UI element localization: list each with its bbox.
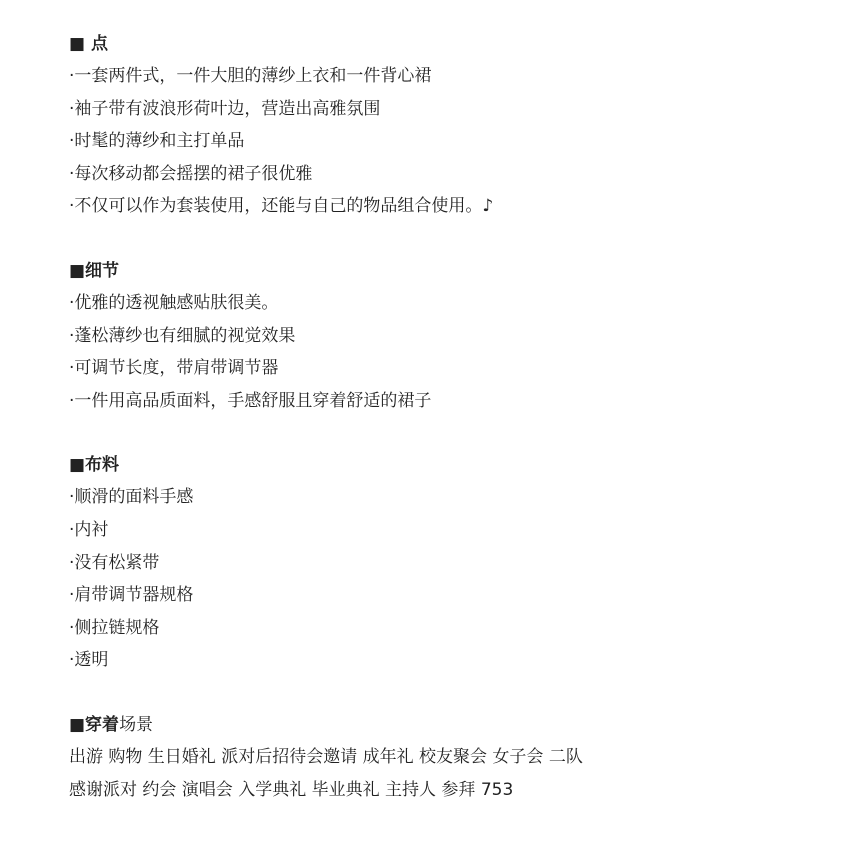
list-item: ·侧拉链规格 — [69, 617, 160, 638]
occasion-line: 出游 购物 生日婚礼 派对后招待会邀请 成年礼 校友聚会 女子会 二队 — [69, 746, 583, 767]
list-item: ·不仅可以作为套装使用，还能与自己的物品组合使用。♪ — [69, 196, 494, 217]
section-heading — [69, 255, 829, 287]
list-item: ·一件用高品质面料，手感舒服且穿着舒适的裙子 — [69, 390, 432, 411]
list-item: ·顺滑的面料手感 — [69, 487, 194, 508]
section-spacer — [69, 417, 829, 449]
section-heading — [69, 709, 829, 741]
section-spacer — [69, 223, 829, 255]
list-item: ·袖子带有波浪形荷叶边，营造出高雅氛围 — [69, 98, 381, 119]
list-item: ·一套两件式，一件大胆的薄纱上衣和一件背心裙 — [69, 66, 432, 86]
list-item: ·内衬 — [69, 519, 109, 540]
section-details — [69, 255, 829, 417]
section-occasions — [69, 709, 829, 806]
section-spacer — [69, 677, 829, 709]
section-points — [69, 28, 829, 223]
list-item: ·时髦的薄纱和主打单品 — [69, 131, 245, 152]
occasion-line: 感谢派对 约会 演唱会 入学典礼 毕业典礼 主持人 参拜 753 — [69, 779, 514, 800]
product-description — [69, 28, 829, 806]
list-item: ·肩带调节器规格 — [69, 585, 194, 606]
heading-text: ■细节 — [69, 260, 120, 281]
section-fabric — [69, 449, 829, 677]
section-heading — [69, 28, 829, 60]
list-item: ·透明 — [69, 650, 109, 671]
list-item: ·优雅的透视触感贴肤很美。 — [69, 292, 279, 313]
heading-text: ■ 点 — [69, 34, 108, 54]
section-heading — [69, 449, 829, 481]
list-item: ·每次移动都会摇摆的裙子很优雅 — [69, 163, 313, 184]
list-item: ·没有松紧带 — [69, 552, 160, 573]
heading-text: ■穿着 — [69, 714, 120, 735]
list-item: ·蓬松薄纱也有细腻的视觉效果 — [69, 325, 296, 346]
list-item: ·可调节长度，带肩带调节器 — [69, 358, 279, 379]
heading-text: ■布料 — [69, 455, 120, 476]
heading-suffix: 场景 — [119, 714, 154, 735]
